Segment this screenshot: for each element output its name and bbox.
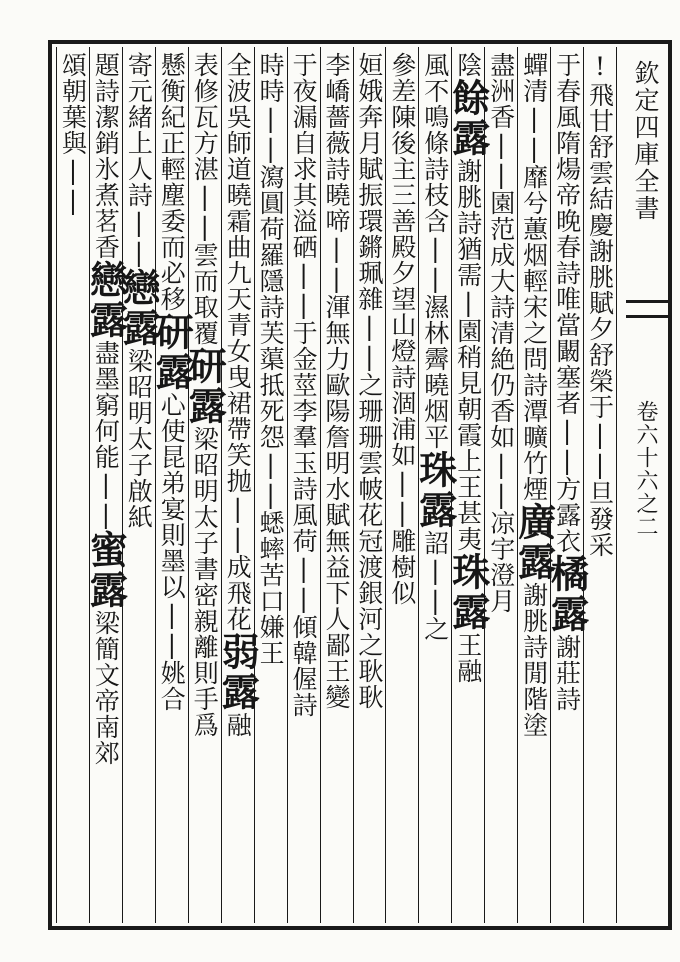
column-text: 于春風隋煬帝晚春詩唯當闞塞者||方露衣 [552, 52, 582, 554]
column-text: 蟬清||靡兮蕙烟輕宋之問詩潭曠竹煙 [519, 52, 549, 502]
column-text: 于夜漏自求其溢硒||于金莖李羣玉詩風荷||傾韓偓詩 [289, 52, 319, 718]
column-text: 李嶠薔薇詩曉啼||渾無力歐陽詹明水賦無益下人鄙王變 [322, 52, 351, 710]
heading-term: 橘露 [544, 554, 590, 634]
heading-term: 研露 [182, 346, 228, 426]
column-text: 參差陳後主三善殿夕望山燈詩涸浦如||雕樹似 [387, 52, 417, 606]
text-column [50, 52, 96, 922]
heading-term: 珠露 [412, 450, 458, 530]
column-text: 盡墨窮何能|| [91, 340, 121, 530]
heading-term: 蜜露 [83, 530, 129, 610]
heading-term: 戀露 [83, 260, 129, 340]
column-text: 懸衡紀正輕塵委而必移 [157, 52, 187, 312]
column-text: 梁昭明太子啟紙 [124, 348, 154, 530]
column-text: 題詩潔銷氷煮茗香 [91, 52, 121, 260]
column-text: 頌朝葉與|| [58, 52, 88, 216]
column-text: 風不鳴條詩枝含||濕林霽曉烟平 [420, 52, 450, 450]
column-text: 王融 [453, 632, 483, 684]
heading-term: 廣露 [511, 502, 557, 582]
column-text: 梁簡文帝南郊 [91, 610, 121, 766]
column-text: !飛甘舒雲結慶謝朓賦夕舒榮于||旦發采 [585, 52, 615, 558]
column-text: 梁昭明太子書密親離則手爲 [190, 426, 220, 738]
heading-term: 餘露 [445, 78, 491, 158]
column-text: 謝莊詩 [552, 634, 582, 712]
column-text: 寄元緒上人詩|| [124, 52, 154, 268]
column-text: 陰 [453, 52, 483, 78]
column-text: 融 [223, 712, 253, 738]
column-text: 詔||之 [420, 530, 450, 642]
heading-term: 珠露 [445, 552, 491, 632]
column-text: 表修瓦方湛||雲而取覆 [190, 52, 220, 346]
column-text: 盡洲香||園范成大詩清絶仍香如||凉宇澄月 [486, 52, 516, 614]
fishtail-mark [626, 300, 668, 318]
juan-label: 卷六十六之二 [633, 400, 658, 538]
column-text: 謝朓詩猶需|園稍見朝霞上王甚夷 [453, 158, 483, 552]
book-title: 欽定四庫全書 [631, 60, 660, 222]
heading-term: 戀露 [116, 268, 162, 348]
heading-term: 弱露 [215, 632, 261, 712]
column-text: 時時||瀉圓荷羅隱詩芙蕖抵死怨||蟋蟀苦口嫌王 [256, 52, 286, 666]
column-text: 姮娥奔月賦振環鏘珮雜||之珊珊雲帔花冠渡銀河之耿耿 [354, 52, 384, 710]
column-text: 謝朓詩閒階塗 [519, 582, 549, 738]
column-text: 心使昆弟宴則墨以||姚合 [157, 392, 187, 712]
heading-term: 研露 [149, 312, 195, 392]
column-text: 全波吳師道曉霜曲九天青女曳裙帶笑抛||成飛花 [223, 52, 253, 632]
